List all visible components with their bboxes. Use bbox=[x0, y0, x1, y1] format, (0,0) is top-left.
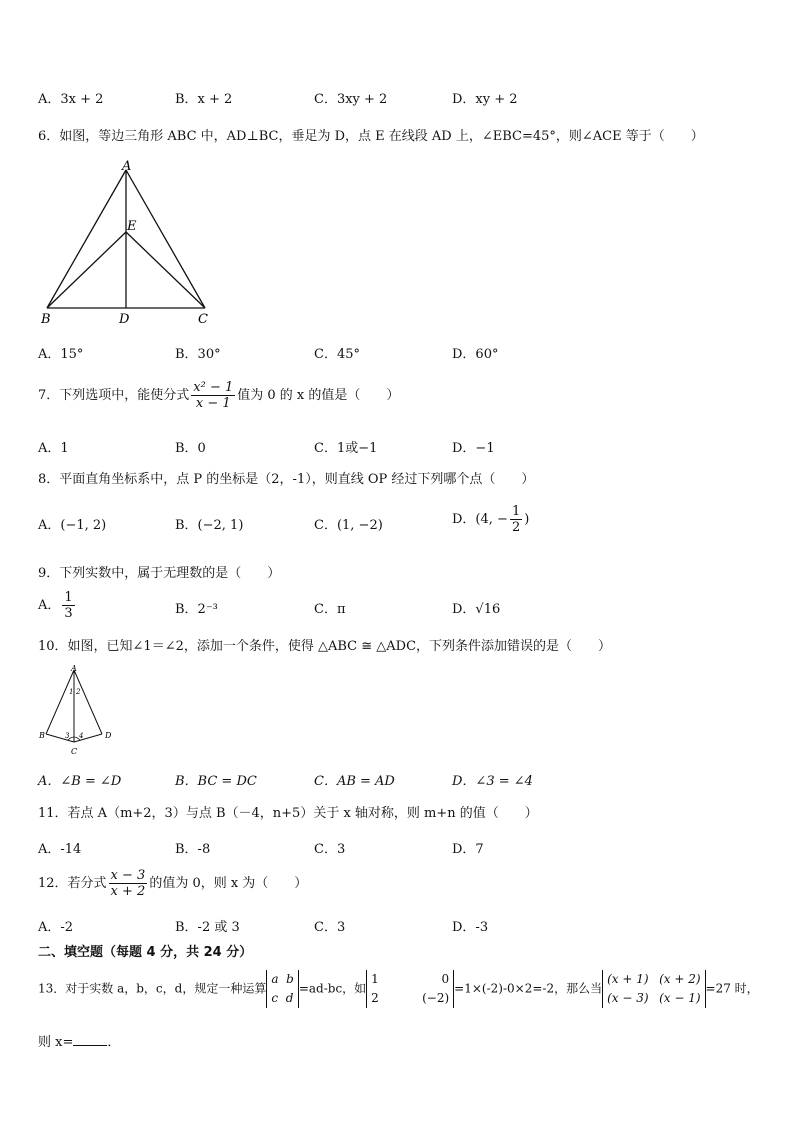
q7-option-b: B．0 bbox=[175, 441, 206, 456]
q7-frac-den: x − 1 bbox=[195, 396, 231, 411]
q13-det2-c: 2 bbox=[371, 991, 379, 1005]
q12-option-d: D．-3 bbox=[452, 920, 489, 935]
q9-option-a bbox=[38, 590, 77, 621]
q13-det-definition bbox=[266, 970, 298, 1008]
q11-option-d: D．7 bbox=[452, 842, 484, 857]
q9-option-a-pre: A． bbox=[38, 598, 61, 613]
q8-option-d-num: 1 bbox=[511, 504, 521, 519]
q8-option-d-den: 2 bbox=[511, 520, 521, 535]
q6-triangle-figure bbox=[35, 158, 220, 330]
q10-label-2: 2 bbox=[76, 688, 81, 696]
q13-stem bbox=[38, 970, 759, 1008]
q8-option-d bbox=[452, 504, 529, 535]
q6-option-c: C．45° bbox=[314, 347, 360, 362]
q8-option-b: B．(−2, 1) bbox=[175, 518, 244, 533]
q13-det2-b: 0 bbox=[441, 972, 450, 986]
q11-option-a: A．-14 bbox=[38, 842, 82, 857]
q8-stem: 8．平面直角坐标系中，点 P 的坐标是（2，-1），则直线 OP 经过下列哪个点（ ） bbox=[38, 472, 535, 487]
q11-option-c: C．3 bbox=[314, 842, 346, 857]
q7-fraction bbox=[191, 380, 235, 411]
q10-label-b: B bbox=[39, 731, 45, 740]
q13-mid1: =ad-bc，如 bbox=[298, 981, 367, 996]
q9-option-a-num: 1 bbox=[64, 590, 73, 605]
q13-line2-post: ． bbox=[107, 1035, 121, 1050]
q6-option-d: D．60° bbox=[452, 347, 499, 362]
q6-option-a: A．15° bbox=[38, 347, 84, 362]
q13-pre: 13．对于实数 a，b，c，d，规定一种运算 bbox=[38, 981, 267, 996]
q7-frac-num: x² − 1 bbox=[193, 380, 234, 395]
q8-option-c: C．(1, −2) bbox=[314, 518, 383, 533]
q5-option-d: D．xy + 2 bbox=[452, 92, 518, 107]
q10-label-1: 1 bbox=[69, 688, 74, 696]
q7-option-c: C．1或−1 bbox=[314, 441, 378, 456]
q9-option-d: D．√16 bbox=[452, 602, 501, 617]
q6-label-c: C bbox=[198, 312, 208, 327]
q12-stem-pre: 12．若分式 bbox=[38, 876, 107, 891]
q13-answer-blank[interactable] bbox=[73, 1033, 107, 1046]
q13-det1-d: d bbox=[285, 991, 294, 1005]
q13-det1-b: b bbox=[286, 972, 294, 986]
q10-stem: 10．如图，已知∠1＝∠2，添加一个条件，使得 △ABC ≅ △ADC，下列条件添加错误的是（ ） bbox=[38, 639, 612, 654]
q9-option-a-den: 3 bbox=[64, 606, 73, 621]
q7-stem-pre: 7．下列选项中，能使分式 bbox=[38, 388, 190, 403]
q13-post: =27 时， bbox=[705, 981, 759, 996]
q7-stem-post: 值为 0 的 x 的值是（ ） bbox=[237, 388, 400, 403]
q9-option-b: B．2⁻³ bbox=[175, 602, 218, 617]
q13-det-example bbox=[366, 970, 454, 1008]
q13-mid2: =1×(-2)-0×2=-2，那么当 bbox=[454, 981, 603, 996]
q7-stem bbox=[38, 380, 399, 411]
q10-label-d: D bbox=[105, 731, 112, 740]
q8-option-d-fraction bbox=[510, 504, 522, 535]
q12-option-c: C．3 bbox=[314, 920, 346, 935]
q7-option-a: A．1 bbox=[38, 441, 69, 456]
q5-option-c: C．3xy + 2 bbox=[314, 92, 388, 107]
q11-option-b: B．-8 bbox=[175, 842, 211, 857]
q6-label-b: B bbox=[41, 312, 51, 327]
q10-option-c: C．AB = AD bbox=[314, 774, 395, 789]
q6-label-d: D bbox=[119, 312, 130, 327]
q6-label-e: E bbox=[127, 219, 137, 234]
q13-det3-c: (x − 3) bbox=[607, 991, 649, 1005]
q5-option-a: A．3x + 2 bbox=[38, 92, 104, 107]
q10-option-a: A．∠B = ∠D bbox=[38, 774, 122, 789]
q12-fraction bbox=[109, 868, 148, 899]
q9-stem: 9．下列实数中，属于无理数的是（ ） bbox=[38, 566, 281, 581]
q10-option-b: B．BC = DC bbox=[175, 774, 257, 789]
q10-option-d: D．∠3 = ∠4 bbox=[452, 774, 533, 789]
q10-label-a: A bbox=[71, 664, 77, 673]
q8-option-a: A．(−1, 2) bbox=[38, 518, 107, 533]
q12-stem bbox=[38, 868, 307, 899]
q13-det3-a: (x + 1) bbox=[607, 972, 649, 986]
q13-det3-d: (x − 1) bbox=[659, 991, 701, 1005]
q10-label-3: 3 bbox=[65, 732, 70, 740]
q12-option-b: B．-2 或 3 bbox=[175, 920, 240, 935]
q13-det-equation bbox=[602, 970, 705, 1008]
q12-stem-post: 的值为 0，则 x 为（ ） bbox=[149, 876, 308, 891]
q13-det2-a: 1 bbox=[371, 972, 379, 986]
q12-frac-num: x − 3 bbox=[110, 868, 146, 883]
q8-option-d-post: ) bbox=[524, 512, 530, 527]
q13-det1-a: a bbox=[271, 972, 279, 986]
q13-det1-c: c bbox=[271, 991, 279, 1005]
q10-kite-figure bbox=[36, 662, 118, 758]
q13-det2-d: (−2) bbox=[422, 991, 450, 1005]
q10-label-c: C bbox=[71, 747, 78, 756]
q13-answer-line bbox=[38, 1031, 120, 1050]
q11-stem: 11．若点 A（m+2，3）与点 B（－4，n+5）关于 x 轴对称，则 m+n 的值（ ） bbox=[38, 806, 538, 821]
q7-option-d: D．−1 bbox=[452, 441, 495, 456]
q6-stem: 6．如图，等边三角形 ABC 中，AD⊥BC，垂足为 D，点 E 在线段 AD 上，∠EBC=45°，则∠ACE 等于（ ） bbox=[38, 129, 704, 144]
q8-option-d-pre: D．(4, − bbox=[452, 512, 508, 527]
q13-det3-b: (x + 2) bbox=[659, 972, 701, 986]
section-heading-fill-in: 二、填空题（每题 4 分，共 24 分） bbox=[38, 945, 253, 960]
q6-option-b: B．30° bbox=[175, 347, 221, 362]
q9-option-a-fraction bbox=[62, 590, 74, 621]
q12-option-a: A．-2 bbox=[38, 920, 74, 935]
q6-label-a: A bbox=[122, 159, 132, 174]
q13-line2-pre: 则 x= bbox=[38, 1035, 74, 1050]
q10-label-4: 4 bbox=[79, 732, 84, 740]
q12-frac-den: x + 2 bbox=[110, 884, 146, 899]
q5-option-b: B．x + 2 bbox=[175, 92, 233, 107]
q9-option-c: C．π bbox=[314, 602, 346, 617]
